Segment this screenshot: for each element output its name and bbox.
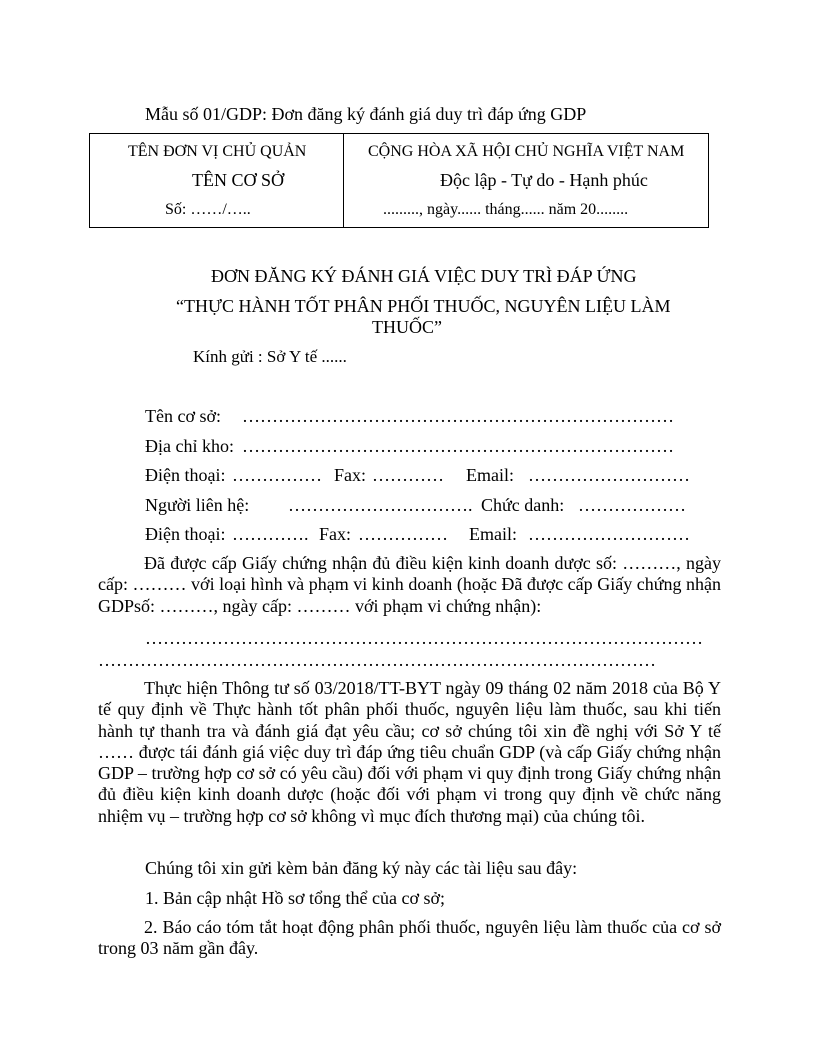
national-motto: Độc lập - Tự do - Hạnh phúc [440, 170, 648, 190]
job-title-field[interactable]: ……………… [578, 495, 686, 515]
form-label: Mẫu số 01/GDP: Đơn đăng ký đánh giá duy trì đáp ứng GDP [145, 104, 587, 124]
attachment-item-2: 2. Báo cáo tóm tắt hoạt động phân phối thuốc, nguyên liệu làm thuốc của cơ sở trong 03 năm gần đây. [98, 917, 721, 959]
fax2-label: Fax: [319, 524, 352, 544]
email-field[interactable]: ……………………… [528, 465, 690, 485]
job-title-label: Chức danh: [481, 495, 565, 515]
email2-label: Email: [469, 524, 517, 544]
phone-field[interactable]: …………… [232, 465, 322, 485]
header-table [89, 133, 709, 228]
certificate-paragraph: Đã được cấp Giấy chứng nhận đủ điều kiện kinh doanh dược số: ………, ngày cấp: ……… với loại hình và phạm vi kinh doanh (hoặc Đã được cấp Giấy chứng nhận GDPsố: ………, ngày cấp: ……… với phạm vi chứng nhận): [98, 553, 721, 616]
org-name: TÊN CƠ SỞ [192, 170, 285, 190]
contact-field[interactable]: …………………………. [288, 495, 473, 515]
scope-dots-line2[interactable]: ………………………………………………………………………………… [98, 650, 656, 670]
address-field[interactable]: ……………………………………………………………… [242, 436, 674, 456]
document-title-line3: THUỐC” [372, 317, 442, 337]
address-label: Địa chỉ kho: [145, 436, 234, 456]
attachment-item-1: 1. Bản cập nhật Hồ sơ tổng thể của cơ sở; [145, 888, 445, 908]
country-name: CỘNG HÒA XÃ HỘI CHỦ NGHĨA VIỆT NAM [368, 143, 685, 160]
email2-field[interactable]: ……………………… [528, 524, 690, 544]
date-line: ........., ngày...... tháng...... năm 20........ [383, 201, 629, 218]
phone2-field[interactable]: …………. [232, 524, 309, 544]
fax-field[interactable]: ………… [372, 465, 444, 485]
phone-label: Điện thoại: [145, 465, 226, 485]
document-title-line2: “THỰC HÀNH TỐT PHÂN PHỐI THUỐC, NGUYÊN LIỆU LÀM [176, 296, 671, 316]
org-parent: TÊN ĐƠN VỊ CHỦ QUẢN [128, 143, 307, 160]
recipient: Kính gửi : Sở Y tế ...... [193, 347, 347, 366]
facility-name-field[interactable]: ……………………………………………………………… [242, 406, 674, 426]
header-divider [343, 134, 344, 227]
main-paragraph: Thực hiện Thông tư số 03/2018/TT-BYT ngày 09 tháng 02 năm 2018 của Bộ Y tế quy định về Thực hành tốt phân phối thuốc, nguyên liệu làm thuốc, sau khi tiến hành tự thanh tra và đánh giá đạt yêu cầu; cơ sở chúng tôi xin đề nghị với Sở Y tế …… được tái đánh giá việc duy trì đáp ứng tiêu chuẩn GDP (và cấp Giấy chứng nhận GDP – trường hợp cơ sở có yêu cầu) đối với phạm vi quy định trong Giấy chứng nhận đủ điều kiện kinh doanh dược (hoặc đối với phạm vi trong quy định về chức năng nhiệm vụ – trường hợp cơ sở không vì mục đích thương mại) của chúng tôi. [98, 678, 721, 826]
facility-name-label: Tên cơ sở: [145, 406, 222, 426]
document-number: Số: ……/….. [165, 201, 251, 218]
email-label: Email: [466, 465, 514, 485]
phone2-label: Điện thoại: [145, 524, 226, 544]
fax2-field[interactable]: …………… [358, 524, 448, 544]
scope-dots-line1[interactable]: ………………………………………………………………………………… [145, 628, 703, 648]
contact-label: Người liên hệ: [145, 495, 250, 515]
document-title-line1: ĐƠN ĐĂNG KÝ ĐÁNH GIÁ VIỆC DUY TRÌ ĐÁP ỨNG [211, 266, 637, 286]
attachments-intro: Chúng tôi xin gửi kèm bản đăng ký này các tài liệu sau đây: [145, 858, 578, 878]
fax-label: Fax: [334, 465, 367, 485]
